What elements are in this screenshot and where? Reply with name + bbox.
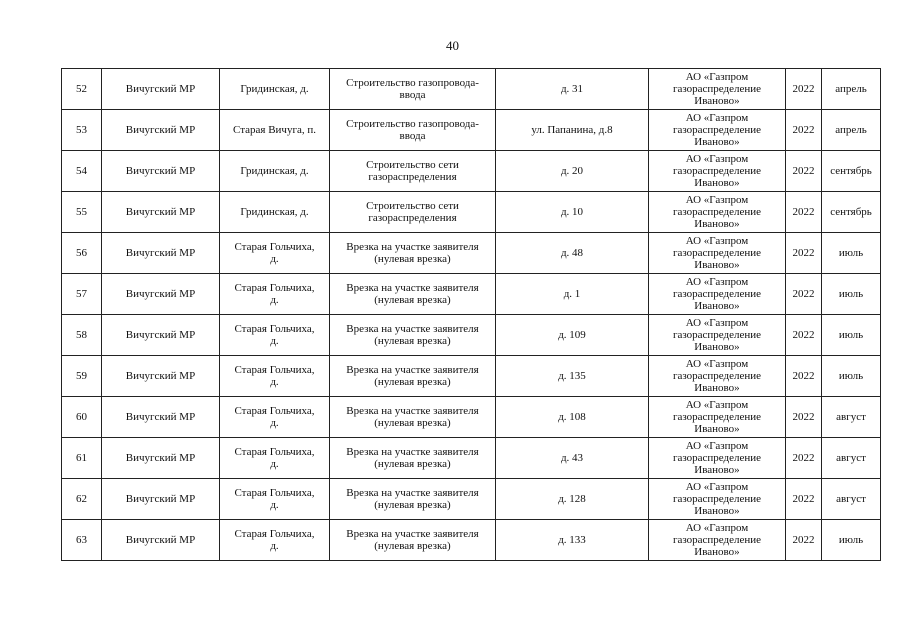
cell-work-type: Врезка на участке заявителя (нулевая врезка) (330, 315, 496, 356)
cell-year: 2022 (786, 69, 822, 110)
cell-month: сентябрь (822, 192, 881, 233)
cell-address: д. 43 (496, 438, 649, 479)
cell-organization: АО «Газпром газораспределение Иваново» (649, 233, 786, 274)
cell-district: Вичугский МР (102, 151, 220, 192)
cell-month: август (822, 479, 881, 520)
cell-year: 2022 (786, 274, 822, 315)
cell-address: д. 48 (496, 233, 649, 274)
cell-address: д. 20 (496, 151, 649, 192)
cell-work-type: Врезка на участке заявителя (нулевая врезка) (330, 520, 496, 561)
cell-settlement: Старая Гольчиха, д. (220, 356, 330, 397)
cell-number: 55 (62, 192, 102, 233)
cell-district: Вичугский МР (102, 438, 220, 479)
cell-organization: АО «Газпром газораспределение Иваново» (649, 520, 786, 561)
cell-address: д. 108 (496, 397, 649, 438)
cell-organization: АО «Газпром газораспределение Иваново» (649, 315, 786, 356)
table-row (62, 151, 881, 192)
cell-district: Вичугский МР (102, 233, 220, 274)
cell-organization: АО «Газпром газораспределение Иваново» (649, 151, 786, 192)
cell-address: д. 1 (496, 274, 649, 315)
cell-work-type: Врезка на участке заявителя (нулевая врезка) (330, 438, 496, 479)
cell-settlement: Старая Гольчиха, д. (220, 233, 330, 274)
cell-settlement: Гридинская, д. (220, 192, 330, 233)
cell-district: Вичугский МР (102, 192, 220, 233)
table-row (62, 438, 881, 479)
cell-district: Вичугский МР (102, 479, 220, 520)
cell-district: Вичугский МР (102, 315, 220, 356)
cell-month: апрель (822, 110, 881, 151)
cell-number: 59 (62, 356, 102, 397)
cell-address: д. 109 (496, 315, 649, 356)
cell-district: Вичугский МР (102, 356, 220, 397)
cell-work-type: Врезка на участке заявителя (нулевая врезка) (330, 397, 496, 438)
cell-organization: АО «Газпром газораспределение Иваново» (649, 438, 786, 479)
cell-number: 63 (62, 520, 102, 561)
cell-work-type: Строительство газопровода- ввода (330, 69, 496, 110)
cell-address: д. 135 (496, 356, 649, 397)
cell-work-type: Врезка на участке заявителя (нулевая врезка) (330, 233, 496, 274)
cell-district: Вичугский МР (102, 397, 220, 438)
cell-address: д. 128 (496, 479, 649, 520)
cell-address: д. 10 (496, 192, 649, 233)
cell-district: Вичугский МР (102, 520, 220, 561)
cell-number: 53 (62, 110, 102, 151)
cell-year: 2022 (786, 192, 822, 233)
table-row (62, 397, 881, 438)
cell-year: 2022 (786, 438, 822, 479)
cell-work-type: Строительство сети газораспределения (330, 192, 496, 233)
cell-organization: АО «Газпром газораспределение Иваново» (649, 356, 786, 397)
cell-work-type: Строительство сети газораспределения (330, 151, 496, 192)
cell-work-type: Врезка на участке заявителя (нулевая врезка) (330, 274, 496, 315)
cell-settlement: Старая Вичуга, п. (220, 110, 330, 151)
cell-address: д. 133 (496, 520, 649, 561)
cell-number: 56 (62, 233, 102, 274)
cell-address: ул. Папанина, д.8 (496, 110, 649, 151)
cell-district: Вичугский МР (102, 274, 220, 315)
cell-year: 2022 (786, 397, 822, 438)
cell-year: 2022 (786, 520, 822, 561)
cell-settlement: Старая Гольчиха, д. (220, 274, 330, 315)
table-row (62, 69, 881, 110)
cell-number: 60 (62, 397, 102, 438)
cell-number: 58 (62, 315, 102, 356)
cell-year: 2022 (786, 356, 822, 397)
cell-organization: АО «Газпром газораспределение Иваново» (649, 110, 786, 151)
cell-year: 2022 (786, 110, 822, 151)
table-row (62, 356, 881, 397)
cell-month: апрель (822, 69, 881, 110)
cell-organization: АО «Газпром газораспределение Иваново» (649, 274, 786, 315)
cell-year: 2022 (786, 315, 822, 356)
cell-month: август (822, 438, 881, 479)
cell-year: 2022 (786, 233, 822, 274)
cell-number: 57 (62, 274, 102, 315)
cell-settlement: Старая Гольчиха, д. (220, 520, 330, 561)
cell-settlement: Гридинская, д. (220, 151, 330, 192)
cell-year: 2022 (786, 479, 822, 520)
cell-work-type: Врезка на участке заявителя (нулевая врезка) (330, 479, 496, 520)
cell-organization: АО «Газпром газораспределение Иваново» (649, 479, 786, 520)
cell-month: август (822, 397, 881, 438)
table-row (62, 192, 881, 233)
cell-address: д. 31 (496, 69, 649, 110)
cell-settlement: Гридинская, д. (220, 69, 330, 110)
cell-month: июль (822, 356, 881, 397)
cell-number: 52 (62, 69, 102, 110)
cell-month: июль (822, 274, 881, 315)
cell-organization: АО «Газпром газораспределение Иваново» (649, 69, 786, 110)
cell-settlement: Старая Гольчиха, д. (220, 397, 330, 438)
cell-settlement: Старая Гольчиха, д. (220, 438, 330, 479)
page-number: 40 (446, 38, 459, 53)
table-row (62, 520, 881, 561)
cell-settlement: Старая Гольчиха, д. (220, 315, 330, 356)
cell-month: июль (822, 233, 881, 274)
cell-organization: АО «Газпром газораспределение Иваново» (649, 192, 786, 233)
cell-settlement: Старая Гольчиха, д. (220, 479, 330, 520)
cell-number: 54 (62, 151, 102, 192)
table-row (62, 479, 881, 520)
cell-number: 62 (62, 479, 102, 520)
cell-work-type: Врезка на участке заявителя (нулевая врезка) (330, 356, 496, 397)
cell-month: июль (822, 520, 881, 561)
gasification-schedule-table (61, 68, 881, 561)
table-row (62, 110, 881, 151)
cell-work-type: Строительство газопровода- ввода (330, 110, 496, 151)
cell-district: Вичугский МР (102, 110, 220, 151)
cell-year: 2022 (786, 151, 822, 192)
cell-organization: АО «Газпром газораспределение Иваново» (649, 397, 786, 438)
table-row (62, 233, 881, 274)
cell-district: Вичугский МР (102, 69, 220, 110)
table-row (62, 315, 881, 356)
cell-number: 61 (62, 438, 102, 479)
cell-month: июль (822, 315, 881, 356)
table-row (62, 274, 881, 315)
cell-month: сентябрь (822, 151, 881, 192)
